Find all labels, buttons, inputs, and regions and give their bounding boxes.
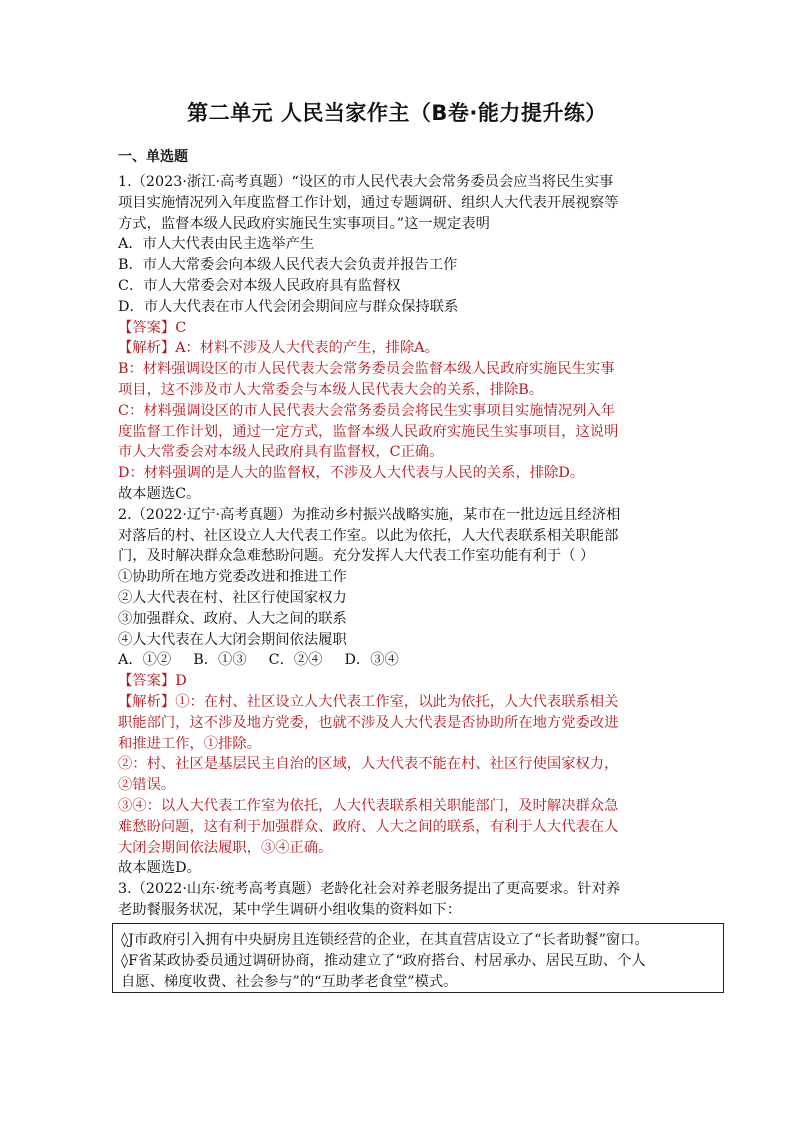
q2-analysis-line: ③④：以人大代表工作室为依托，人大代表联系相关职能部门，及时解决群众急 [118,797,619,814]
q2-analysis-line: 难愁盼问题，这有利于加强群众、政府、人大之间的联系，有利于人大代表在人 [118,818,619,835]
q2-answer [118,671,684,692]
q1-option-a: A．市人大代表由民主选举产生 [118,236,315,253]
q2-analysis-line: 大闭会期间依法履职，③④正确。 [118,839,333,856]
q3-material-line: ◊J市政府引入拥有中央厨房且连锁经营的企业，在其直营店设立了“长者助餐”窗口。 [121,932,649,948]
q2-stem-line: 对落后的村、社区设立人大代表工作室。以此为依托，人大代表联系相关职能部 [118,527,619,544]
q2-analysis-line: ②错误。 [118,777,176,794]
q2-item: ③加强群众、政府、人大之间的联系 [118,610,347,627]
q1-conclusion: 故本题选C。 [118,485,201,502]
q3-material-box [112,923,724,993]
q1-answer [118,318,684,339]
answer-value: C [175,319,187,336]
q2-item: ②人大代表在村、社区行使国家权力 [118,589,347,606]
q2-item: ④人大代表在人大闭会期间依法履职 [118,631,347,648]
q1-analysis-line: 度监督工作计划，通过一定方式，监督本级人民政府实施民生实事项目，这说明 [118,423,619,440]
q1-stem-line: 1.（2023·浙江·高考真题）“设区的市人民代表大会常务委员会应当将民生实事 [118,174,614,190]
analysis-label: 【解析】 [118,693,176,710]
q2-option-d: D．③④ [344,652,399,669]
q2-option-c: C．②④ [268,652,323,669]
q3-stem-line: 老助餐服务状况，某中学生调研小组收集的资料如下： [118,901,462,918]
q2-option-b: B．①③ [193,652,247,669]
q2-stem-line: 2.（2022·辽宁·高考真题）为推动乡村振兴战略实施，某市在一批边远且经济相 [118,506,621,523]
q2-analysis-line: ②：村、社区是基层民主自治的区域，人大代表不能在村、社区行使国家权力， [118,756,619,773]
q2-options [118,650,684,671]
q1-option-b: B．市人大常委会向本级人民代表大会负责并报告工作 [118,257,458,274]
q1-analysis-line: C：材料强调设区的市人民代表大会常务委员会将民生实事项目实施情况列入年 [118,402,616,419]
q2-item: ①协助所在地方党委改进和推进工作 [118,569,347,586]
q3-stem-line: 3.（2022·山东·统考高考真题）老龄化社会对养老服务提出了更高要求。针对养 [118,881,621,898]
q3-material-line: 自愿、梯度收费、社会参与”的“互助孝老食堂”模式。 [121,974,458,990]
answer-label: 【答案】 [118,673,176,690]
q2-conclusion: 故本题选D。 [118,860,201,877]
q2-analysis-line [118,692,684,713]
analysis-text: A：材料不涉及人大代表的产生，排除A。 [175,340,439,357]
q1-stem-line: 项目实施情况列入年度监督工作计划，通过专题调研、组织人大代表开展视察等 [118,194,619,211]
q2-option-a: A．①② [118,652,172,669]
q2-analysis-line: 职能部门，这不涉及地方党委，也就不涉及人大代表是否协助所在地方党委改进 [118,714,619,731]
q1-analysis-line: B：材料强调设区的市人民代表大会常务委员会监督本级人民政府实施民生实事 [118,361,615,378]
section-heading: 一、单选题 [118,149,188,165]
q3-material-line: ◊F省某政协委员通过调研协商，推动建立了“政府搭台、村居承办、居民互助、个人 [121,953,646,969]
q1-analysis-line: 市人大常委会对本级人民政府具有监督权，C正确。 [118,444,444,461]
analysis-label: 【解析】 [118,340,176,357]
answer-value: D [175,673,187,690]
q1-analysis-line: D：材料强调的是人大的监督权，不涉及人大代表与人民的关系，排除D。 [118,465,585,482]
document-body [118,172,684,921]
q1-analysis-line: 项目，这不涉及市人大常委会与本级人民代表大会的关系，排除B。 [118,381,544,398]
q1-option-d: D．市人大代表在市人代会闭会期间应与群众保持联系 [118,298,459,315]
q1-stem-line: 方式，监督本级人民政府实施民生实事项目。”这一规定表明 [118,215,490,232]
analysis-text: ①：在村、社区设立人大代表工作室，以此为依托，人大代表联系相关 [175,693,619,710]
q1-analysis-line [118,338,684,359]
q2-stem-line: 门，及时解决群众急难愁盼问题。充分发挥人大代表工作室功能有利于（ ） [118,548,595,565]
answer-label: 【答案】 [118,319,176,336]
q2-analysis-line: 和推进工作，①排除。 [118,735,261,752]
page-title: 第二单元 人民当家作主（B卷·能力提升练） [187,101,607,125]
q1-option-c: C．市人大常委会对本级人民政府具有监督权 [118,277,401,294]
